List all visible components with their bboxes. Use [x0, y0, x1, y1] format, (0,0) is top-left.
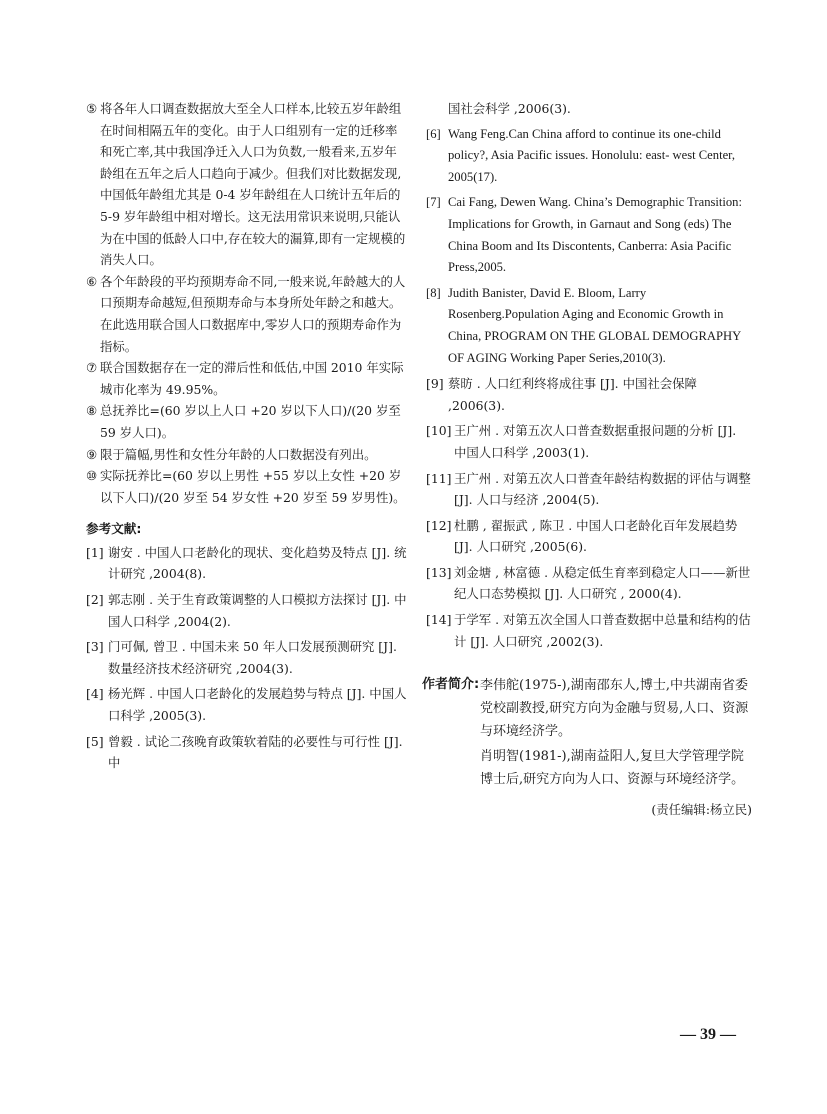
footnote-number: ⑥: [86, 273, 98, 289]
footnote-7: [86, 357, 408, 400]
reference-text: 蔡昉 . 人口红利终将成往事 [J]. 中国社会保障 ,2006(3).: [448, 376, 697, 413]
reference-number: [12]: [426, 517, 452, 533]
reference-text: 刘金塘 , 林富德 . 从稳定低生育率到稳定人口——新世纪人口态势模拟 [J]. 人口研究 , 2000(4).: [454, 564, 751, 602]
reference-text: 王广州 . 对第五次人口普查年龄结构数据的评估与调整 [J]. 人口与经济 ,2004(5).: [454, 470, 751, 508]
references-heading: 参考文献:: [86, 521, 142, 537]
reference-text: 于学军 . 对第五次全国人口普查数据中总量和结构的估计 [J]. 人口研究 ,2002(3).: [454, 612, 751, 649]
author-bio-label: 作者简介:: [422, 677, 480, 693]
reference-item: [86, 683, 408, 726]
reference-number: [6]: [426, 126, 441, 141]
reference-item: [426, 420, 752, 463]
reference-text: 谢安 . 中国人口老龄化的现状、变化趋势及特点 [J]. 统计研究 ,2004(8).: [108, 544, 407, 582]
responsible-editor: (责任编辑:杨立民): [651, 802, 752, 818]
reference-text: 王广州 . 对第五次人口普查数据重报问题的分析 [J]. 中国人口科学 ,2003(1).: [454, 423, 737, 460]
footnote-5: [86, 98, 408, 271]
footnote-8: [86, 400, 408, 443]
footnote-6: [86, 271, 408, 357]
footnote-text: 联合国数据存在一定的滞后性和低估,中国 2010 年实际城市化率为 49.95%。: [100, 360, 404, 397]
reference-text: 国社会科学 ,2006(3).: [448, 101, 571, 116]
reference-item: [426, 515, 752, 558]
footnote-text: 实际抚养比=(60 岁以上男性 +55 岁以上女性 +20 岁以下人口)/(20 岁至 54 岁女性 +20 岁至 59 岁男性)。: [100, 468, 406, 505]
reference-number: [11]: [426, 470, 452, 486]
footnote-number: ⑦: [86, 360, 98, 376]
footnote-number: ⑧: [86, 403, 98, 419]
reference-item: [86, 589, 408, 632]
left-column: [86, 98, 408, 778]
reference-number: [4]: [86, 686, 104, 702]
reference-item: [86, 731, 408, 774]
reference-item: [86, 542, 408, 585]
reference-text: Cai Fang, Dewen Wang. China’s Demographic Transition: Implications for Growth, in Garnaut and Song (eds) The China Boom and Its Discontents, Canberra: Asia Pacific Press,2005.: [448, 195, 742, 275]
footnote-number: ⑩: [86, 468, 98, 484]
reference-number: [9]: [426, 376, 444, 392]
reference-number: [13]: [426, 564, 452, 580]
author-bio-first: 李伟舵(1975-),湖南邵东人,博士,中共湖南省委党校副教授,研究方向为金融与贸易,人口、资源与环境经济学。: [480, 678, 749, 740]
page-number: — 39 —: [680, 1026, 736, 1043]
reference-number: [1]: [86, 544, 104, 560]
footnote-text: 总抚养比=(60 岁以上人口 +20 岁以下人口)/(20 岁至 59 岁人口)。: [100, 403, 401, 440]
reference-number: [14]: [426, 612, 452, 628]
reference-text: 曾毅 . 试论二孩晚育政策软着陆的必要性与可行性 [J]. 中: [108, 733, 403, 771]
reference-number: [8]: [426, 285, 441, 300]
reference-text: 杨光辉 . 中国人口老龄化的发展趋势与特点 [J]. 中国人口科学 ,2005(3).: [108, 686, 407, 724]
reference-text: 门可佩, 曾卫 . 中国未来 50 年人口发展预测研究 [J]. 数量经济技术经济研究 ,2004(3).: [108, 639, 397, 676]
footnote-number: ⑨: [86, 446, 98, 462]
right-column: [422, 98, 752, 821]
reference-item: [426, 124, 752, 189]
reference-item: [426, 373, 752, 416]
reference-item: [426, 283, 752, 369]
reference-number: [3]: [86, 639, 104, 655]
reference-continuation: [426, 98, 752, 120]
reference-number: [5]: [86, 733, 104, 749]
reference-item: [426, 468, 752, 511]
reference-text: Wang Feng.Can China afford to continue its one-child policy?, Asia Pacific issues. Honolulu: east- west Center, 2005(17).: [448, 126, 735, 184]
author-bio: [422, 674, 752, 791]
reference-number: [2]: [86, 592, 104, 608]
footnote-text: 限于篇幅,男性和女性分年龄的人口数据没有列出。: [100, 446, 377, 462]
author-bio-second: 肖明智(1981-),湖南益阳人,复旦大学管理学院博士后,研究方向为人口、资源与环境经济学。: [480, 749, 745, 788]
reference-item: [86, 636, 408, 679]
reference-item: [426, 192, 752, 278]
footnote-text: 将各年人口调查数据放大至全人口样本,比较五岁年龄组在时间相隔五年的变化。由于人口组别有一定的迁移率和死亡率,其中我国净迁入人口为负数,一般看来,五岁年龄组在五年之后人口趋向于减少。但我们对比数据发现,中国低年龄组尤其是 0-4 岁年龄组在人口统计五年后的 5-9 岁年龄组中相对增长。这无法用常识来说明,只能认为在中国的低龄人口中,存在较大的漏算,即有一定规模的消失人口。: [100, 101, 406, 268]
footnote-text: 各个年龄段的平均预期寿命不同,一般来说,年龄越大的人口预期寿命越短,但预期寿命与本身所处年龄之和越大。在此选用联合国人口数据库中,零岁人口的预期寿命作为指标。: [100, 273, 406, 354]
footnote-9: [86, 444, 408, 466]
reference-text: 杜鹏 , 翟振武 , 陈卫 . 中国人口老龄化百年发展趋势 [J]. 人口研究 ,2005(6).: [454, 517, 738, 555]
reference-item: [426, 562, 752, 605]
footnote-number: ⑤: [86, 101, 98, 116]
reference-text: Judith Banister, David E. Bloom, Larry Rosenberg.Population Aging and Economic Growth in China, PROGRAM ON THE GLOBAL DEMOGRAPHY OF AGING Working Paper Series,2010(3).: [448, 285, 741, 365]
footnote-10: [86, 465, 408, 508]
reference-text: 郭志刚 . 关于生育政策调整的人口模拟方法探讨 [J]. 中国人口科学 ,2004(2).: [108, 592, 407, 629]
reference-number: [7]: [426, 195, 441, 210]
reference-number: [10]: [426, 423, 452, 439]
reference-item: [426, 609, 752, 652]
